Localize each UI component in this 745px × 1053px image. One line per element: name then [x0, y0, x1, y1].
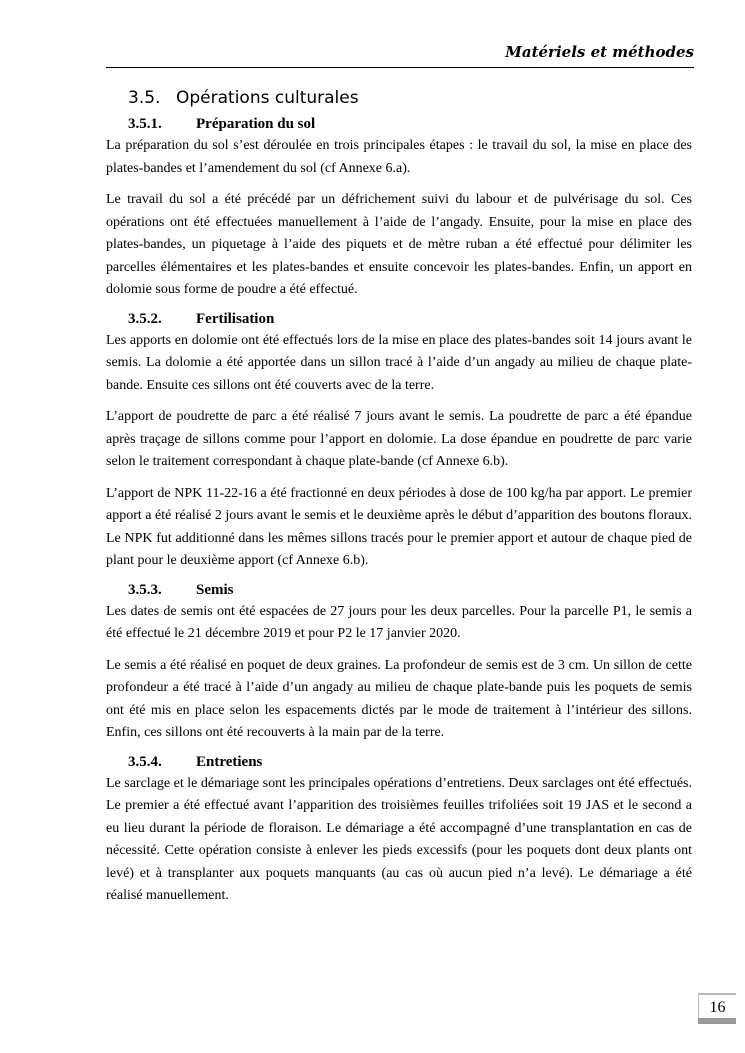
page-number: 16	[698, 993, 736, 1023]
subsection-preparation-du-sol	[106, 116, 692, 302]
page-header	[106, 40, 694, 68]
subsection-heading	[128, 582, 692, 599]
paragraph: Les dates de semis ont été espacées de 27 jours pour les deux parcelles. Pour la parcelle P1, le semis a été effectué le 21 décembre 2019 et pour P2 le 17 janvier 2020.	[106, 603, 692, 641]
subsection-title: Préparation du sol	[196, 116, 316, 132]
paragraph: L’apport de poudrette de parc a été réalisé 7 jours avant le semis. La poudrette de parc a été épandue après traçage de sillons comme pour l’apport en dolomie. La dose épandue en poudrette de parc varie selon le traitement correspondant à chaque plate-bande (cf Annexe 6.b).	[106, 409, 692, 469]
subsection-entretiens	[106, 754, 692, 908]
paragraph: L’apport de NPK 11-22-16 a été fractionné en deux périodes à dose de 100 kg/ha par apport. Le premier apport a été réalisé 2 jours avant le semis et le deuxième après le début d’apparition des boutons floraux. Le NPK fut additionné dans les mêmes sillons tracés pour le premier apport et autour de chaque pied de plant pour le deuxième apport (cf Annexe 6.b).	[106, 485, 692, 568]
subsection-heading	[128, 754, 692, 771]
section-title: Opérations culturales	[176, 88, 359, 108]
section-number: 3.5.	[128, 88, 161, 108]
subsection-fertilisation	[106, 311, 692, 573]
subsection-title: Semis	[196, 581, 234, 598]
subsection-number: 3.5.1.	[128, 116, 162, 132]
paragraph: Les apports en dolomie ont été effectués lors de la mise en place des plates-bandes soit 14 jours avant le semis. La dolomie a été apportée dans un sillon tracé à l’aide d’un angady au milieu de chaque plate-bande. Ensuite ces sillons ont été couverts avec de la terre.	[106, 332, 692, 393]
subsection-semis	[106, 582, 692, 745]
subsection-title: Entretiens	[196, 753, 263, 770]
paragraph: Le semis a été réalisé en poquet de deux graines. La profondeur de semis est de 3 cm. Un sillon de cette profondeur a été tracé à l’aide d’un angady au milieu de chaque plate-bande puis les poquets de semis ont été mis en place selon les espacements dictés par le mode de traitement à l’intérieur des sillons. Enfin, ces sillons ont été recouverts à la main par de la terre.	[106, 657, 692, 740]
document-body	[106, 86, 692, 917]
subsection-number: 3.5.4.	[128, 753, 162, 770]
page-number-bar	[698, 1018, 736, 1024]
header-title: Matériels et méthodes	[505, 43, 694, 61]
section-heading	[128, 88, 692, 108]
paragraph: Le sarclage et le démariage sont les principales opérations d’entretiens. Deux sarclages ont été effectués. Le premier a été effectué avant l’apparition des troisièmes feuilles trifoliées soit 19 JAS et le second a eu lieu durant la période de floraison. Le démariage a été accompagné d’une transplantation en cas de nécessité. Cette opération consiste à enlever les pieds excessifs (pour les poquets dont deux plants ont levé) et à transplanter aux poquets manquants (au cas où aucun pied n’a levé). Le démariage a été réalisé manuellement.	[106, 775, 692, 903]
subsection-title: Fertilisation	[196, 310, 275, 327]
paragraph: La préparation du sol s’est déroulée en trois principales étapes : le travail du sol, la mise en place des plates-bandes et l’amendement du sol (cf Annexe 6.a).	[106, 138, 692, 176]
paragraph: Le travail du sol a été précédé par un défrichement suivi du labour et de pulvérisage du sol. Ces opérations ont été effectuées manuellement à l’aide de l’angady. Ensuite, pour la mise en place des plates-bandes, un piquetage à l’aide des piquets et de mètre ruban a été effectué pour délimiter les parcelles élémentaires et les plates-bandes et ensuite concevoir les plates-bandes. Enfin, un apport en dolomie sous forme de poudre a été effectué.	[106, 192, 692, 297]
subsection-heading	[128, 116, 692, 133]
subsection-heading	[128, 311, 692, 328]
subsection-number: 3.5.3.	[128, 581, 162, 598]
subsection-number: 3.5.2.	[128, 310, 162, 327]
